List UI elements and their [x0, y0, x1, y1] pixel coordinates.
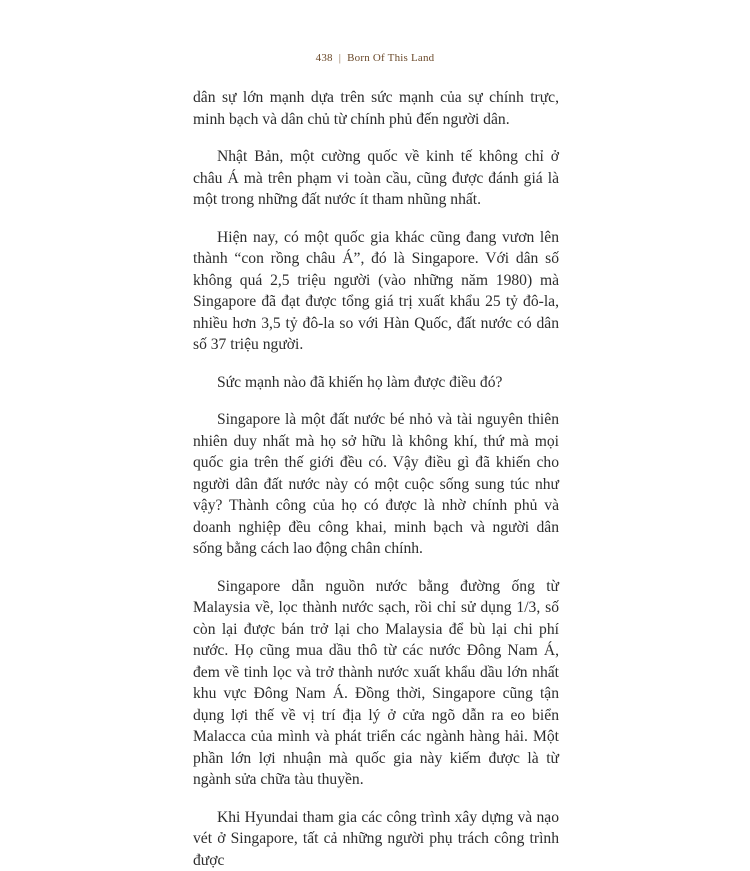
paragraph-singapore-resources: Singapore là một đất nước bé nhỏ và tài nguyên thiên nhiên duy nhất mà họ sở hữu là không khí, thứ mà mọi quốc gia trên thế giới đều có. Vậy điều gì đã khiến cho người dân đất nước này có một cuộc sống sung túc như vậy? Thành công của họ có được là nhờ chính phủ và doanh nghiệp đều công khai, minh bạch và người dân sống bằng cách lao động chân chính. — [193, 409, 559, 560]
header-separator: | — [339, 52, 341, 64]
paragraph-question: Sức mạnh nào đã khiến họ làm được điều đó? — [193, 372, 559, 394]
paragraph-singapore-intro: Hiện nay, có một quốc gia khác cũng đang vươn lên thành “con rồng châu Á”, đó là Singapore. Với dân số không quá 2,5 triệu người (vào những năm 1980) mà Singapore đã đạt được tổng giá trị xuất khẩu 25 tỷ đô-la, nhiều hơn 3,5 tỷ đô-la so với Hàn Quốc, đất nước có dân số 37 triệu người. — [193, 227, 559, 356]
paragraph-hyundai: Khi Hyundai tham gia các công trình xây dựng và nạo vét ở Singapore, tất cả những người phụ trách công trình được — [193, 807, 559, 871]
paragraph-japan: Nhật Bản, một cường quốc về kinh tế không chỉ ở châu Á mà trên phạm vi toàn cầu, cũng được đánh giá là một trong những đất nước ít tham nhũng nhất. — [193, 146, 559, 211]
page-body — [193, 87, 559, 871]
paragraph-continued: dân sự lớn mạnh dựa trên sức mạnh của sự chính trực, minh bạch và dân chủ từ chính phủ đến người dân. — [193, 87, 559, 130]
page-number: 438 — [316, 52, 333, 64]
running-header — [0, 52, 750, 64]
book-title: Born Of This Land — [347, 52, 434, 64]
paragraph-singapore-water-oil: Singapore dẫn nguồn nước bằng đường ống từ Malaysia về, lọc thành nước sạch, rồi chỉ sử dụng 1/3, số còn lại được bán trở lại cho Malaysia để bù lại chi phí nước. Họ cũng mua dầu thô từ các nước Đông Nam Á, đem về tinh lọc và trở thành nước xuất khẩu dầu lớn nhất khu vực Đông Nam Á. Đồng thời, Singapore cũng tận dụng lợi thế về vị trí địa lý ở cửa ngõ dẫn ra eo biển Malacca của mình và phát triển các ngành hàng hải. Một phần lớn lợi nhuận mà quốc gia này kiếm được là từ ngành sửa chữa tàu thuyền. — [193, 576, 559, 791]
